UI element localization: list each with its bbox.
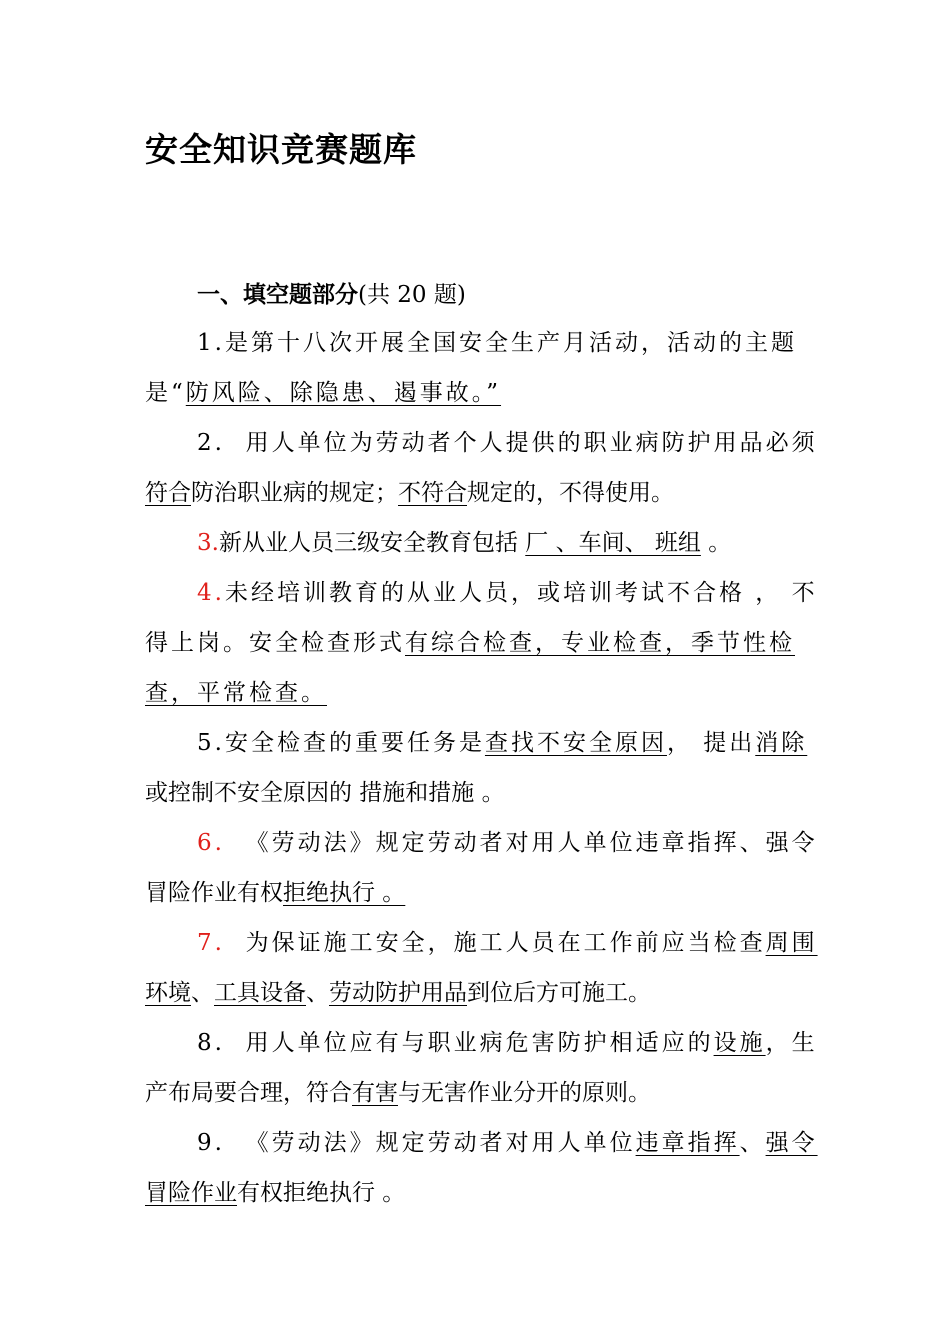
answer-blank: 周围: [765, 930, 818, 956]
question-text: 有权拒绝执行 。: [237, 1180, 406, 1206]
answer-blank: 冒险作业: [145, 1180, 237, 1206]
answer-blank: 有综合检查，专业检查，季节性检: [405, 630, 795, 656]
answer-blank: 查，平常检查。: [145, 680, 327, 706]
question-number: 4.: [197, 580, 225, 606]
question-number: 3.: [197, 530, 219, 556]
question-text: 为保证施工安全，施工人员在工作前应当检查: [245, 930, 766, 956]
answer-blank: 劳动防护用品: [329, 980, 467, 1006]
question-number: 2.: [197, 430, 225, 456]
question-7: [145, 918, 818, 1018]
question-text: 。: [708, 530, 732, 556]
question-7-line-2: [145, 968, 807, 1018]
question-8-line-2: [145, 1068, 807, 1118]
answer-blank: 环境: [145, 980, 191, 1006]
question-number: 5.: [197, 730, 225, 756]
question-text: 新从业人员三级安全教育包括: [218, 530, 518, 556]
question-text: 防治职业病的规定；: [191, 480, 398, 506]
question-text: 用人单位为劳动者个人提供的职业病防护用品必须: [245, 430, 818, 456]
question-text: 《劳动法》规定劳动者对用人单位: [245, 1130, 636, 1156]
answer-blank: 强令: [765, 1130, 818, 1156]
answer-blank: 不符合: [398, 480, 467, 506]
question-text: 得上岗。安全检查形式: [145, 630, 405, 656]
question-4-line-2: [145, 618, 807, 668]
question-text: 安全检查的重要任务是: [224, 730, 485, 756]
section-heading-label: 一、填空题部分: [197, 281, 358, 308]
question-number: 6.: [197, 830, 225, 856]
question-text: 是第十八次开展全国安全生产月活动，活动的主题: [224, 330, 797, 356]
question-text: 、: [306, 980, 329, 1006]
question-9: [145, 1118, 818, 1218]
question-1-line-2: [145, 368, 807, 418]
answer-blank: 厂 、车间、 班组: [525, 530, 701, 556]
question-2: [145, 418, 818, 518]
answer-blank: 有害: [352, 1080, 398, 1106]
document-title: 安全知识竞赛题库: [145, 130, 417, 169]
question-4-line-3: [145, 668, 807, 718]
question-number: 9.: [197, 1130, 225, 1156]
question-8: [145, 1018, 818, 1118]
question-3: [145, 518, 807, 568]
question-text: 未经培训教育的从业人员，或培训考试不合格 ， 不: [224, 580, 818, 606]
question-3-line-1: [145, 518, 807, 568]
answer-blank: 违章指挥: [635, 1130, 740, 1156]
question-text: 规定的，不得使用。: [467, 480, 674, 506]
question-2-line-2: [145, 468, 807, 518]
question-8-line-1: [145, 1018, 818, 1068]
answer-blank: 设施: [713, 1030, 766, 1056]
question-text: 与无害作业分开的原则。: [398, 1080, 651, 1106]
answer-blank: 工具设备: [214, 980, 306, 1006]
question-5-line-1: [145, 718, 807, 768]
question-4-line-1: [145, 568, 818, 618]
question-6-line-1: [145, 818, 818, 868]
answer-blank: 拒绝执行 。: [283, 880, 406, 906]
question-number: 7.: [197, 930, 225, 956]
question-1-line-1: [145, 318, 807, 368]
question-text: 用人单位应有与职业病危害防护相适应的: [245, 1030, 714, 1056]
question-9-line-1: [145, 1118, 818, 1168]
answer-blank: 防风险、除隐患、遏事故。”: [185, 380, 502, 406]
question-6: [145, 818, 818, 918]
question-2-line-1: [145, 418, 818, 468]
question-text: 或控制不安全原因的 措施和措施 。: [145, 780, 505, 806]
answer-blank: 查找不安全原因: [484, 730, 667, 756]
question-7-line-1: [145, 918, 818, 968]
question-text: 《劳动法》规定劳动者对用人单位违章指挥、强令: [245, 830, 818, 856]
answer-blank: 消除: [755, 730, 808, 756]
question-1: [145, 318, 807, 418]
question-5: [145, 718, 807, 818]
section-heading-count: (共 20 题): [358, 282, 466, 308]
question-text: ，生: [765, 1030, 818, 1056]
question-text: 、: [739, 1130, 766, 1156]
question-5-line-2: [145, 768, 807, 818]
question-text: 冒险作业有权: [145, 880, 283, 906]
question-text: 是“: [145, 380, 186, 406]
question-6-line-2: [145, 868, 807, 918]
answer-blank: 符合: [145, 480, 191, 506]
question-number: 1.: [197, 330, 225, 356]
question-number: 8.: [197, 1030, 225, 1056]
question-text: 、: [191, 980, 214, 1006]
question-9-line-2: [145, 1168, 807, 1218]
question-text: 到位后方可施工。: [467, 980, 651, 1006]
question-text: ， 提出: [666, 730, 756, 756]
question-text: 产布局要合理，符合: [145, 1080, 352, 1106]
section-heading: [197, 280, 466, 310]
question-4: [145, 568, 818, 718]
